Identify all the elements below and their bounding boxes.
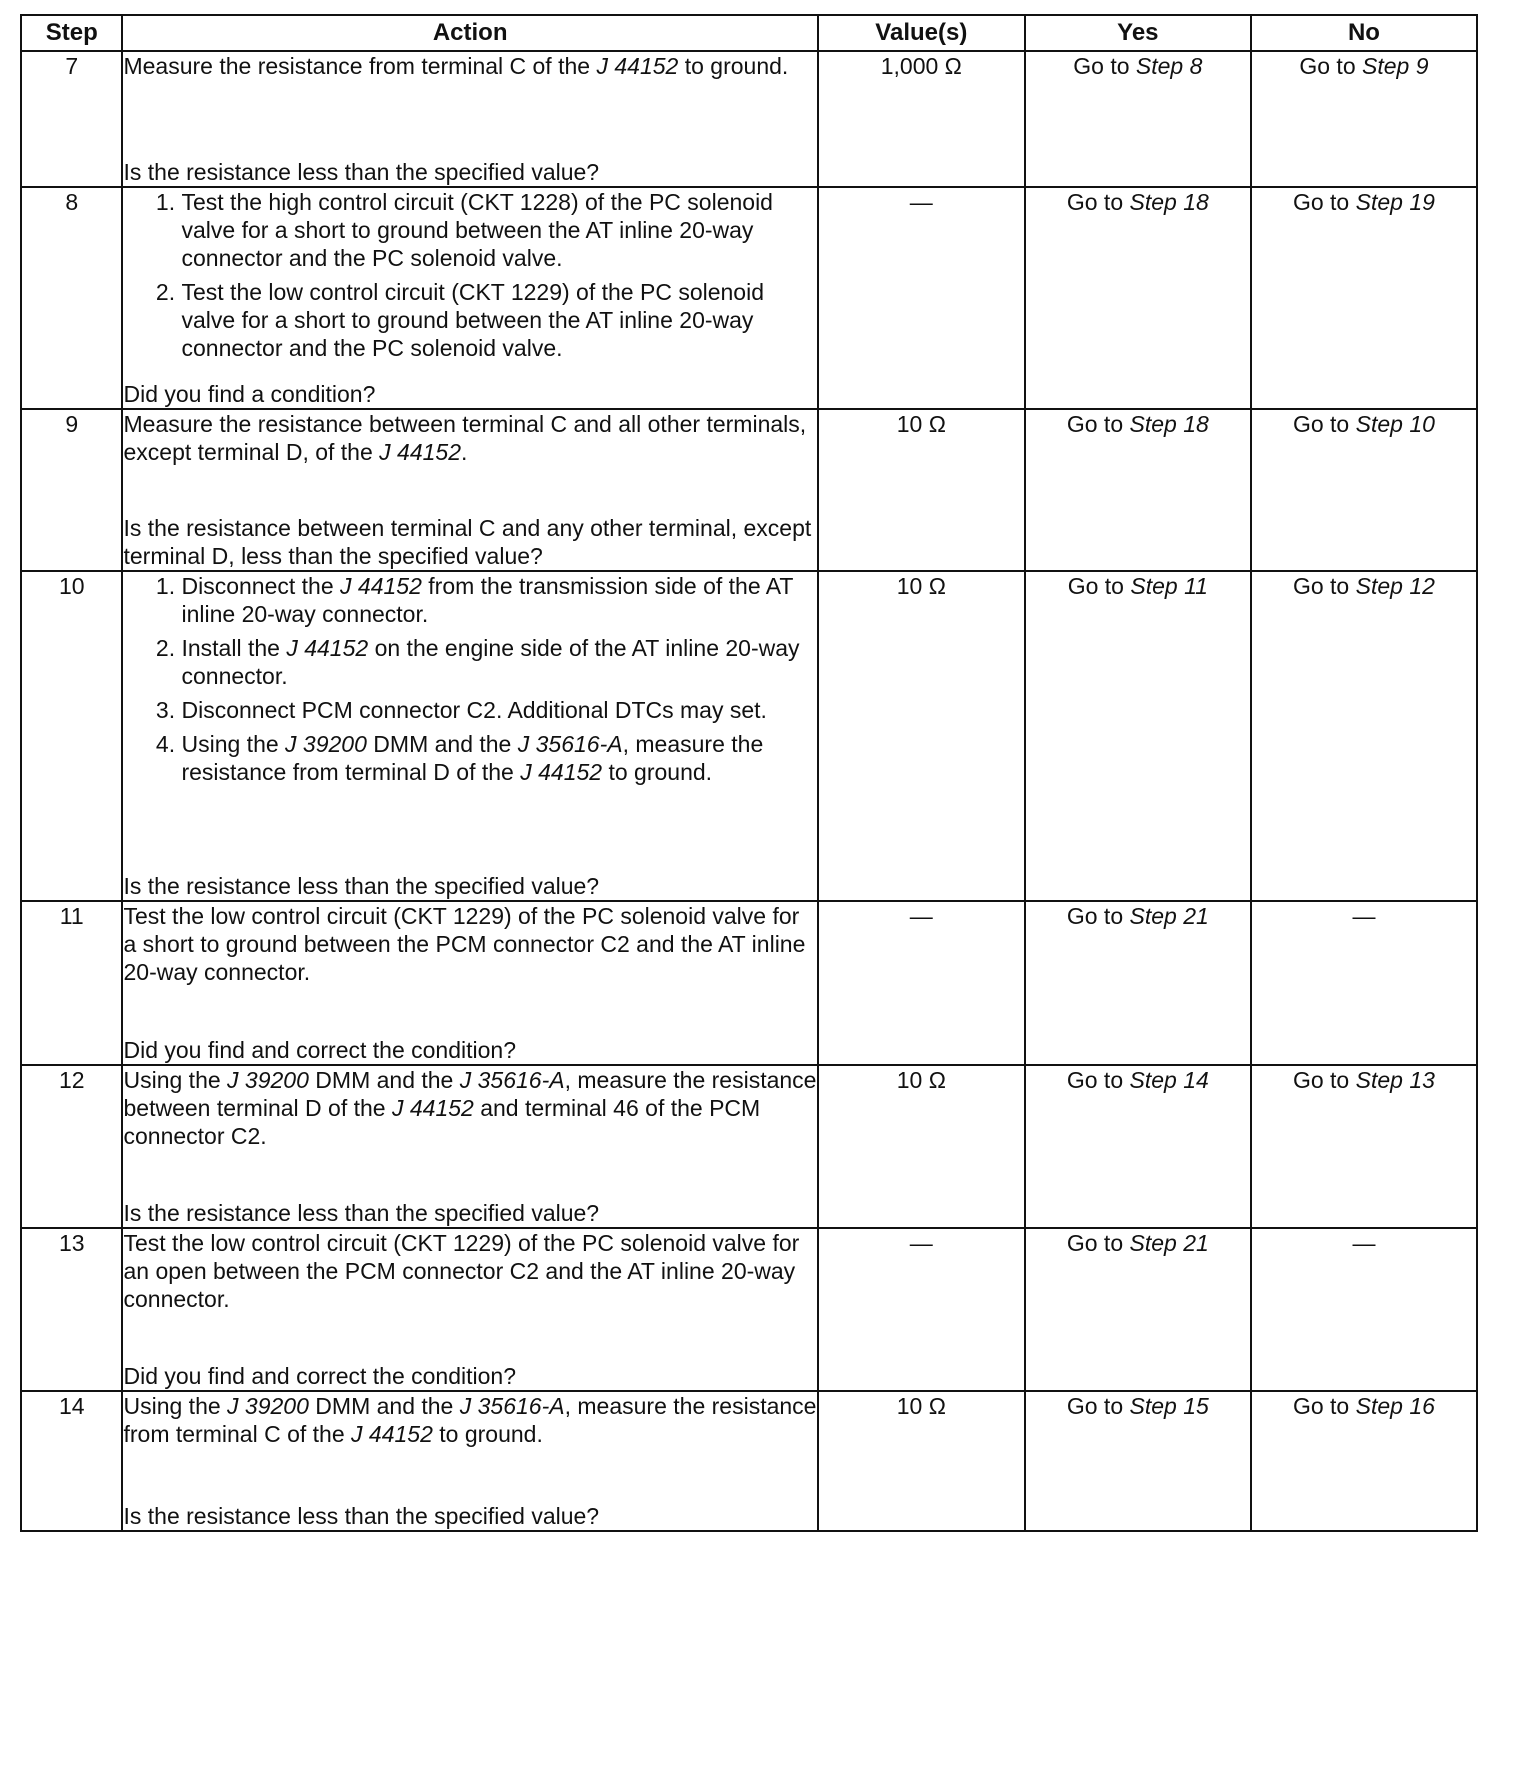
action-question: Is the resistance less than the specified value? <box>123 873 600 899</box>
instruction-item: 4. Using the J 39200 DMM and the J 35616-A, measure the resistance from terminal D of the J 44152 to ground. <box>181 730 816 786</box>
yes-cell: Go to Step 18 <box>1025 187 1251 409</box>
value-cell: 1,000 Ω <box>818 51 1025 187</box>
no-cell: Go to Step 10 <box>1251 409 1477 571</box>
step-number: 9 <box>21 409 122 571</box>
action-question: Did you find and correct the condition? <box>123 1363 517 1389</box>
step-number: 14 <box>21 1391 122 1531</box>
yes-cell: Go to Step 21 <box>1025 1228 1251 1391</box>
yes-cell: Go to Step 18 <box>1025 409 1251 571</box>
table-row <box>21 1228 1477 1391</box>
no-cell: Go to Step 12 <box>1251 571 1477 901</box>
instruction-item: 2. Test the low control circuit (CKT 1229) of the PC solenoid valve for a short to ground between the AT inline 20-way connector and the PC solenoid valve. <box>181 278 816 362</box>
table-row <box>21 571 1477 901</box>
no-cell: Go to Step 13 <box>1251 1065 1477 1228</box>
action-content <box>123 1392 816 1530</box>
instruction-item: 3. Disconnect PCM connector C2. Additional DTCs may set. <box>181 696 816 724</box>
no-cell: Go to Step 9 <box>1251 51 1477 187</box>
instruction-item: 1. Test the high control circuit (CKT 1228) of the PC solenoid valve for a short to ground between the AT inline 20-way connector and the PC solenoid valve. <box>181 188 816 272</box>
table-row <box>21 409 1477 571</box>
table-row <box>21 1391 1477 1531</box>
table-body <box>21 51 1477 1531</box>
value-cell: 10 Ω <box>818 409 1025 571</box>
action-question: Is the resistance less than the specified value? <box>123 159 600 185</box>
action-cell <box>122 571 817 901</box>
action-cell <box>122 1391 817 1531</box>
no-cell: Go to Step 19 <box>1251 187 1477 409</box>
yes-cell: Go to Step 15 <box>1025 1391 1251 1531</box>
value-cell: 10 Ω <box>818 1065 1025 1228</box>
step-number: 13 <box>21 1228 122 1391</box>
step-number: 12 <box>21 1065 122 1228</box>
action-instruction: Using the J 39200 DMM and the J 35616-A, measure the resistance from terminal C of the J 44152 to ground. <box>123 1393 817 1447</box>
action-question: Did you find a condition? <box>123 381 376 407</box>
header-action: Action <box>122 15 817 51</box>
action-instruction: Using the J 39200 DMM and the J 35616-A, measure the resistance between terminal D of the J 44152 and terminal 46 of the PCM connector C2. <box>123 1067 817 1149</box>
action-content <box>123 902 816 1064</box>
header-yes: Yes <box>1025 15 1251 51</box>
instruction-list <box>123 188 816 362</box>
action-content <box>123 188 816 408</box>
action-instruction: Measure the resistance between terminal C and all other terminals, except terminal D, of the J 44152. <box>123 411 807 465</box>
instruction-list <box>123 572 816 786</box>
action-content <box>123 52 816 186</box>
table-row <box>21 187 1477 409</box>
action-question: Is the resistance less than the specified value? <box>123 1503 600 1529</box>
step-number: 11 <box>21 901 122 1065</box>
value-cell: — <box>818 901 1025 1065</box>
action-question: Did you find and correct the condition? <box>123 1037 517 1063</box>
action-instruction: Test the low control circuit (CKT 1229) of the PC solenoid valve for an open between the PCM connector C2 and the AT inline 20-way connector. <box>123 1230 800 1312</box>
no-cell: — <box>1251 1228 1477 1391</box>
header-step: Step <box>21 15 122 51</box>
table-row <box>21 1065 1477 1228</box>
action-question: Is the resistance less than the specified value? <box>123 1200 600 1226</box>
diagnostic-table <box>20 14 1478 1532</box>
action-question: Is the resistance between terminal C and any other terminal, except terminal D, less than the specified value? <box>123 515 812 569</box>
no-cell: — <box>1251 901 1477 1065</box>
action-cell <box>122 51 817 187</box>
instruction-item: 2. Install the J 44152 on the engine side of the AT inline 20-way connector. <box>181 634 816 690</box>
value-cell: — <box>818 187 1025 409</box>
value-cell: 10 Ω <box>818 571 1025 901</box>
action-cell <box>122 1065 817 1228</box>
action-instruction: Test the low control circuit (CKT 1229) of the PC solenoid valve for a short to ground between the PCM connector C2 and the AT inline 20-way connector. <box>123 903 806 985</box>
action-content <box>123 1229 816 1390</box>
action-content <box>123 1066 816 1227</box>
step-number: 10 <box>21 571 122 901</box>
action-cell <box>122 901 817 1065</box>
value-cell: 10 Ω <box>818 1391 1025 1531</box>
no-cell: Go to Step 16 <box>1251 1391 1477 1531</box>
step-number: 8 <box>21 187 122 409</box>
yes-cell: Go to Step 8 <box>1025 51 1251 187</box>
yes-cell: Go to Step 14 <box>1025 1065 1251 1228</box>
header-values: Value(s) <box>818 15 1025 51</box>
step-number: 7 <box>21 51 122 187</box>
action-instruction: Measure the resistance from terminal C of the J 44152 to ground. <box>123 53 789 79</box>
action-content <box>123 410 816 570</box>
action-cell <box>122 187 817 409</box>
yes-cell: Go to Step 21 <box>1025 901 1251 1065</box>
header-row <box>21 15 1477 51</box>
header-no: No <box>1251 15 1477 51</box>
yes-cell: Go to Step 11 <box>1025 571 1251 901</box>
table-row <box>21 51 1477 187</box>
action-cell <box>122 409 817 571</box>
table-row <box>21 901 1477 1065</box>
action-cell <box>122 1228 817 1391</box>
value-cell: — <box>818 1228 1025 1391</box>
instruction-item: 1. Disconnect the J 44152 from the transmission side of the AT inline 20-way connector. <box>181 572 816 628</box>
action-content <box>123 572 816 900</box>
